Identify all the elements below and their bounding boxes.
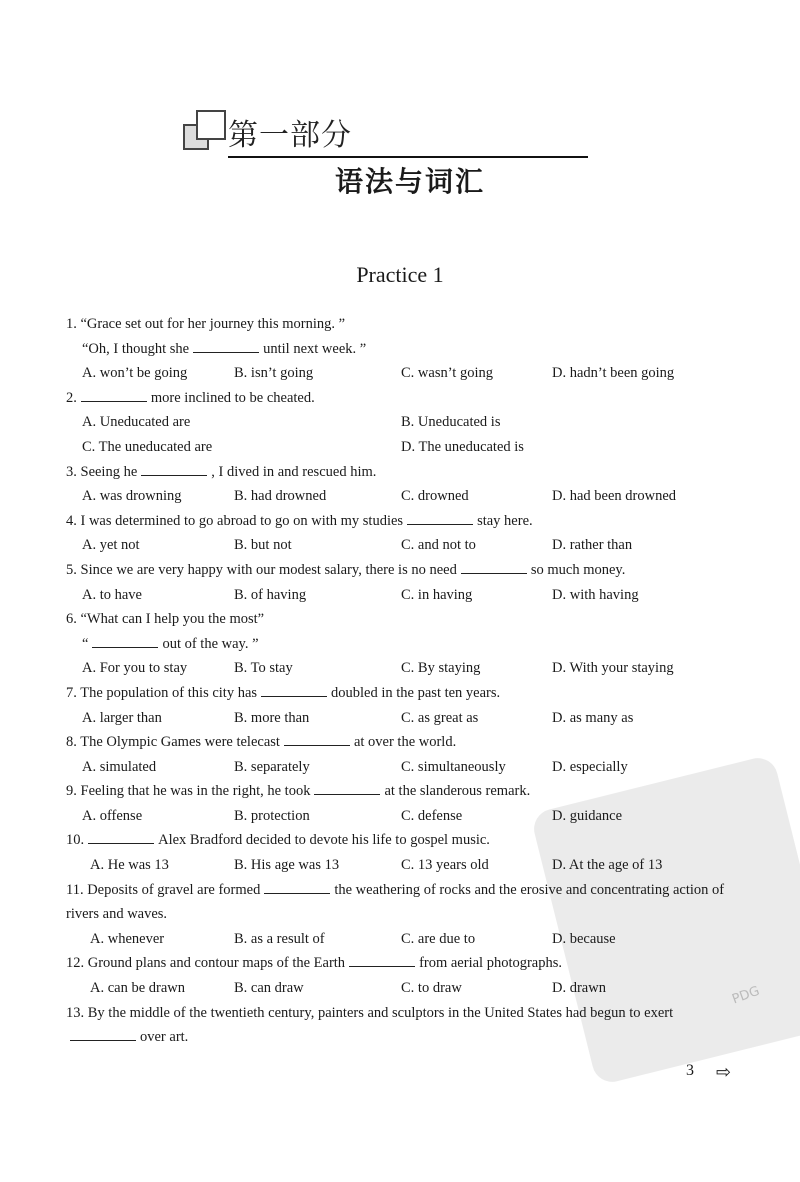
options-row — [0, 755, 800, 780]
option-c: C. to draw — [401, 980, 462, 997]
section-title: 语法与词汇 — [335, 165, 486, 198]
answer-blank — [284, 731, 350, 746]
question-stem: 2. more inclined to be cheated. — [0, 386, 800, 411]
option-b: B. of having — [234, 586, 307, 603]
option-a: A. can be drawn — [90, 980, 186, 997]
option-b: B. more than — [234, 709, 310, 726]
option-c: C. The uneducated are — [82, 438, 213, 455]
question-stem-continued: “ out of the way. ” — [0, 632, 800, 657]
options-row — [0, 435, 800, 460]
question-stem: 9. Feeling that he was in the right, he took at the slanderous remark. — [0, 779, 800, 804]
option-a: A. was drowning — [82, 488, 182, 505]
option-a: A. to have — [82, 586, 142, 603]
answer-blank — [349, 952, 415, 967]
options-row — [0, 976, 800, 1001]
part-title: 第一部分 — [228, 118, 352, 153]
question-2 — [0, 386, 800, 460]
options-row — [0, 583, 800, 608]
option-c: C. wasn’t going — [401, 365, 493, 382]
question-stem: 11. Deposits of gravel are formed the weathering of rocks and the erosive and concentrating action of rivers and waves. — [0, 878, 800, 927]
question-3 — [0, 460, 800, 509]
option-c: C. simultaneously — [401, 758, 506, 775]
option-b: B. as a result of — [234, 930, 325, 947]
option-a: A. larger than — [82, 709, 162, 726]
question-12 — [0, 951, 800, 1000]
option-d: D. hadn’t been going — [552, 365, 675, 382]
options-row — [0, 656, 800, 681]
question-stem: 1. “Grace set out for her journey this morning. ” — [66, 316, 346, 332]
option-b: B. had drowned — [234, 488, 327, 505]
option-b: B. separately — [234, 758, 310, 775]
answer-blank — [314, 780, 380, 795]
question-4 — [0, 509, 800, 558]
option-c: C. By staying — [401, 660, 481, 677]
answer-blank — [193, 338, 259, 353]
options-row — [0, 804, 800, 829]
option-d: D. had been drowned — [552, 488, 677, 505]
page-number: 3 — [686, 1062, 694, 1079]
option-b: B. His age was 13 — [234, 857, 340, 874]
option-a: A. whenever — [90, 930, 165, 947]
question-stem: 10. Alex Bradford decided to devote his life to gospel music. — [0, 828, 800, 853]
option-a: A. For you to stay — [82, 660, 188, 677]
option-a: A. simulated — [82, 758, 157, 775]
practice-title: Practice 1 — [356, 262, 444, 287]
option-a: A. Uneducated are — [82, 414, 191, 431]
option-c: C. are due to — [401, 930, 476, 947]
option-b: B. can draw — [234, 980, 304, 997]
option-d: D. drawn — [552, 980, 606, 997]
option-b: B. isn’t going — [234, 365, 314, 382]
answer-blank — [141, 461, 207, 476]
answer-blank — [92, 633, 158, 648]
answer-blank — [70, 1026, 136, 1041]
option-c: C. as great as — [401, 709, 479, 726]
option-c: C. and not to — [401, 537, 476, 554]
question-5 — [0, 558, 800, 607]
answer-blank — [261, 682, 327, 697]
option-d: D. With your staying — [552, 660, 674, 677]
option-d: D. with having — [552, 586, 639, 603]
question-stem: 12. Ground plans and contour maps of the Earth from aerial photographs. — [0, 951, 800, 976]
header-square-icon — [196, 110, 226, 140]
options-row — [0, 484, 800, 509]
answer-blank — [407, 510, 473, 525]
question-11 — [0, 878, 800, 952]
question-13 — [0, 1001, 800, 1050]
options-row — [0, 533, 800, 558]
option-c: C. 13 years old — [401, 857, 489, 874]
option-b: B. Uneducated is — [401, 414, 501, 431]
question-stem: 13. By the middle of the twentieth century, painters and sculptors in the United States had begun to exertover art. — [66, 1004, 674, 1046]
options-row — [0, 927, 800, 952]
question-stem-continued: “Oh, I thought she until next week. ” — [0, 337, 800, 362]
question-stem: 4. I was determined to go abroad to go on with my studies stay here. — [0, 509, 800, 534]
options-row — [0, 361, 800, 386]
answer-blank — [461, 559, 527, 574]
option-d: D. rather than — [552, 537, 633, 554]
option-b: B. To stay — [234, 660, 293, 677]
question-8 — [0, 730, 800, 779]
option-c: C. in having — [401, 586, 473, 603]
next-arrow-icon: ⇨ — [716, 1062, 732, 1083]
question-stem: 3. Seeing he , I dived in and rescued him. — [0, 460, 800, 485]
question-7 — [0, 681, 800, 730]
options-row — [0, 706, 800, 731]
question-6 — [0, 607, 800, 681]
header-rule — [228, 156, 588, 158]
answer-blank — [81, 387, 147, 402]
question-1 — [0, 312, 800, 386]
option-d: D. The uneducated is — [401, 438, 524, 455]
answer-blank — [264, 879, 330, 894]
option-c: C. drowned — [401, 488, 469, 505]
question-10 — [0, 828, 800, 877]
option-c: C. defense — [401, 807, 463, 824]
answer-blank — [88, 829, 154, 844]
question-stem: 6. “What can I help you the most” — [66, 611, 265, 628]
options-row — [0, 410, 800, 435]
option-d: D. because — [552, 930, 616, 947]
option-b: B. protection — [234, 807, 310, 824]
option-a: A. won’t be going — [82, 365, 188, 382]
option-a: A. He was 13 — [90, 857, 169, 874]
option-b: B. but not — [234, 537, 292, 554]
question-list — [0, 312, 800, 1050]
question-stem: 5. Since we are very happy with our modest salary, there is no need so much money. — [0, 558, 800, 583]
option-d: D. as many as — [552, 709, 634, 726]
question-stem: 7. The population of this city has doubled in the past ten years. — [0, 681, 800, 706]
question-stem: 8. The Olympic Games were telecast at over the world. — [0, 730, 800, 755]
option-d: D. At the age of 13 — [552, 857, 663, 874]
option-a: A. offense — [82, 807, 143, 824]
options-row — [0, 853, 800, 878]
option-d: D. especially — [552, 758, 628, 775]
option-a: A. yet not — [82, 537, 140, 554]
option-d: D. guidance — [552, 807, 623, 824]
watermark-text: PDG — [730, 983, 762, 1008]
question-9 — [0, 779, 800, 828]
